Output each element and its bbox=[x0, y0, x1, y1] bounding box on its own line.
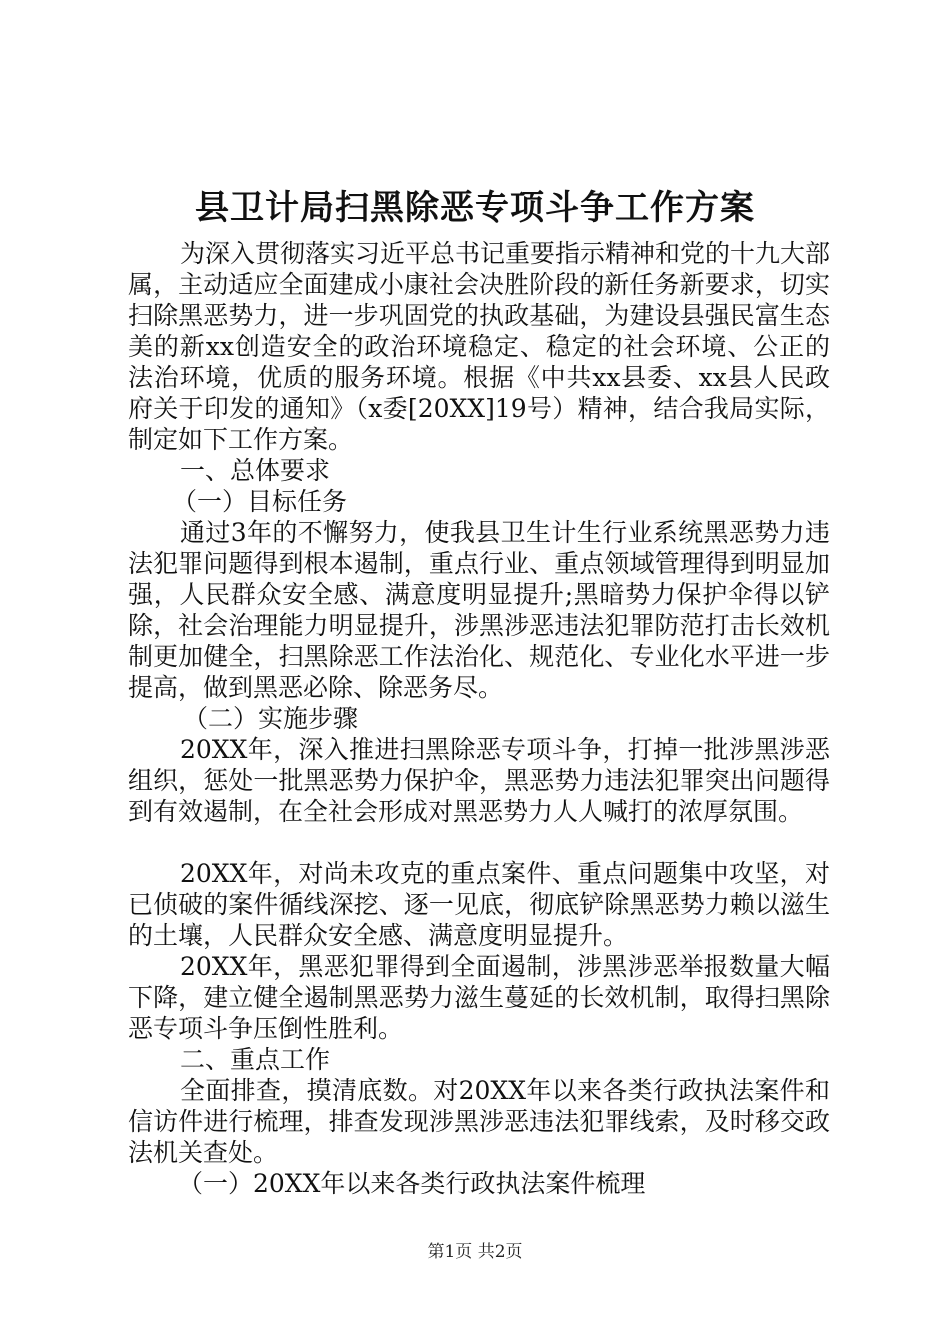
heading-general-requirements: 一、总体要求 bbox=[180, 456, 331, 485]
document-body bbox=[128, 238, 830, 1199]
paragraph-goals: 通过3年的不懈努力，使我县卫生计生行业系统黑恶势力违法犯罪问题得到根本遏制，重点行业、重点领域管理得到明显加强，人民群众安全感、满意度明显提升;黑暗势力保护伞得以铲除，社会治理能力明显提升，涉黑涉恶违法犯罪防范打击长效机制更加健全，扫黑除恶工作法治化、规范化、专业化水平进一步提高，做到黑恶必除、除恶务尽。 bbox=[128, 518, 830, 702]
subheading-case-review: （一）20XX年以来各类行政执法案件梳理 bbox=[178, 1169, 646, 1198]
paragraph-intro: 为深入贯彻落实习近平总书记重要指示精神和党的十九大部属，主动适应全面建成小康社会决胜阶段的新任务新要求，切实扫除黑恶势力，进一步巩固党的执政基础，为建设县强民富生态美的新xx创造安全的政治环境稳定、稳定的社会环境、公正的法治环境，优质的服务环境。根据《中共xx县委、xx县人民政府关于印发的通知》（x委[20XX]19号）精神，结合我局实际，制定如下工作方案。 bbox=[128, 239, 831, 454]
subheading-steps: （二）实施步骤 bbox=[183, 704, 359, 733]
paragraph-key-work: 全面排查，摸清底数。对20XX年以来各类行政执法案件和信访件进行梳理，排查发现涉黑涉恶违法犯罪线索，及时移交政法机关查处。 bbox=[128, 1076, 830, 1167]
heading-key-work: 二、重点工作 bbox=[180, 1045, 331, 1074]
paragraph-spacer bbox=[128, 827, 830, 858]
paragraph-step-1: 20XX年，深入推进扫黑除恶专项斗争，打掉一批涉黑涉恶组织，惩处一批黑恶势力保护伞，黑恶势力违法犯罪突出问题得到有效遏制，在全社会形成对黑恶势力人人喊打的浓厚氛围。 bbox=[128, 735, 830, 826]
subheading-goals: （一）目标任务 bbox=[172, 487, 348, 516]
page-number-footer: 第1页 共2页 bbox=[427, 1242, 523, 1262]
paragraph-step-2: 20XX年，对尚未攻克的重点案件、重点问题集中攻坚，对已侦破的案件循线深挖、逐一见底，彻底铲除黑恶势力赖以滋生的土壤，人民群众安全感、满意度明显提升。 bbox=[128, 859, 830, 950]
paragraph-step-3: 20XX年，黑恶犯罪得到全面遏制，涉黑涉恶举报数量大幅下降，建立健全遏制黑恶势力滋生蔓延的长效机制，取得扫黑除恶专项斗争压倒性胜利。 bbox=[128, 952, 830, 1043]
document-title: 县卫计局扫黑除恶专项斗争工作方案 bbox=[195, 188, 755, 228]
